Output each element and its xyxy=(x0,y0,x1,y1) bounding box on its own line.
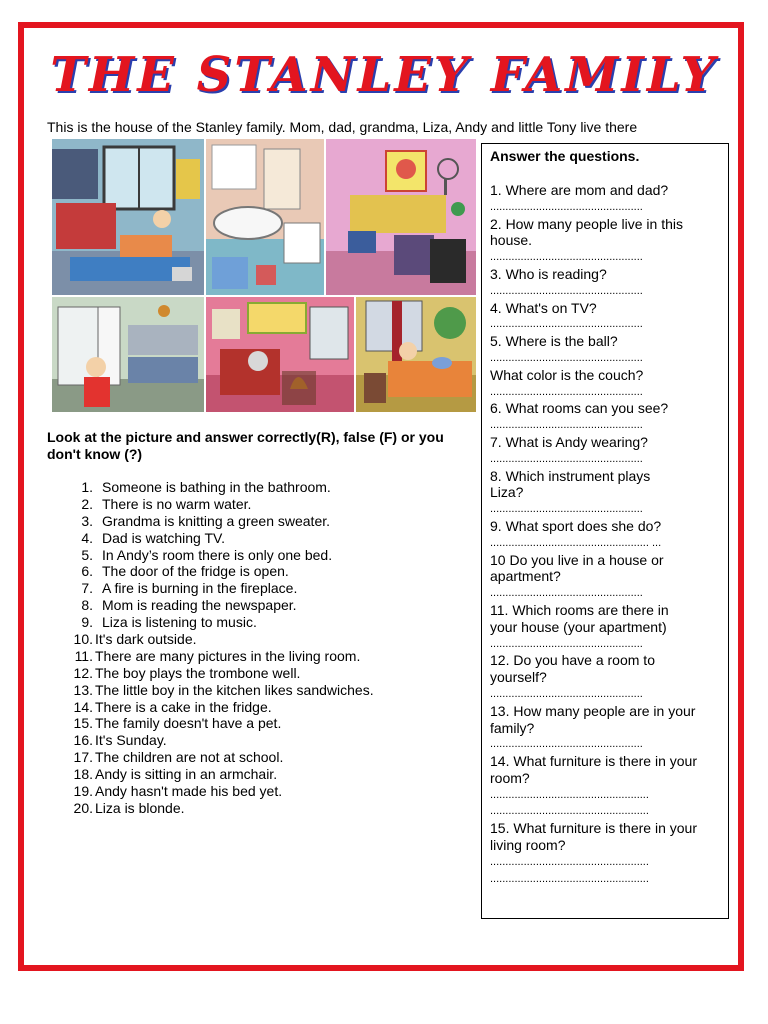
house-illustration xyxy=(52,139,476,412)
statement-item xyxy=(47,597,467,614)
question-text: 2. How many people live in this xyxy=(490,215,683,232)
page-title: THE STANLEY FAMILY xyxy=(50,47,718,103)
question-text: 3. Who is reading? xyxy=(490,265,607,282)
statement-number: 2. xyxy=(81,495,93,512)
statement-number: 12. xyxy=(73,664,93,681)
questions-box xyxy=(481,143,729,919)
question-text: 13. How many people are in your xyxy=(490,702,696,719)
statement-text: Mom is reading the newspaper. xyxy=(102,597,297,614)
statement-text: The boy plays the trombone well. xyxy=(95,664,301,681)
answer-line[interactable]: .................................................. xyxy=(490,385,643,398)
question-text: 7. What is Andy wearing? xyxy=(490,433,648,450)
question-text: 4. What's on TV? xyxy=(490,299,597,316)
statement-number: 4. xyxy=(81,529,93,546)
statement-text: Andy is sitting in an armchair. xyxy=(95,766,278,783)
statement-text: There is a cake in the fridge. xyxy=(95,698,272,715)
statement-number: 6. xyxy=(81,563,93,580)
statement-item xyxy=(47,800,467,817)
statement-text: The children are not at school. xyxy=(95,749,284,766)
sitting-room-scene xyxy=(356,297,476,412)
question-item xyxy=(490,820,720,887)
answer-line[interactable]: .................................................. xyxy=(490,637,643,650)
statement-item xyxy=(47,530,467,547)
question-text: 10 Do you live in a house or xyxy=(490,551,664,568)
answer-line[interactable]: .................................................. xyxy=(490,284,643,297)
statement-item xyxy=(47,631,467,648)
answer-line[interactable]: .................................................... ... xyxy=(490,536,662,549)
question-item xyxy=(490,216,720,266)
statement-text: Someone is bathing in the bathroom. xyxy=(102,479,331,495)
statement-number: 17. xyxy=(73,749,93,766)
statement-number: 8. xyxy=(81,597,93,614)
statement-item xyxy=(47,479,467,496)
question-text: Liza? xyxy=(490,484,524,501)
bedroom-scene xyxy=(52,139,204,295)
answer-line[interactable]: .................................................... xyxy=(490,855,649,868)
statement-text: The little boy in the kitchen likes sandwiches. xyxy=(95,681,374,698)
answer-line[interactable]: .................................................... xyxy=(490,805,649,818)
answer-line[interactable]: .................................................. xyxy=(490,351,643,364)
answer-line[interactable]: .................................................... xyxy=(490,872,649,885)
statement-item xyxy=(47,783,467,800)
statement-item xyxy=(47,699,467,716)
statement-text: A fire is burning in the fireplace. xyxy=(102,580,298,597)
answer-line[interactable]: .................................................... xyxy=(490,788,649,801)
answer-line[interactable]: .................................................. xyxy=(490,587,643,600)
statement-item xyxy=(47,749,467,766)
question-item xyxy=(490,602,720,652)
question-item xyxy=(490,753,720,820)
instructions-text: Look at the picture and answer correctly(R), false (F) or you don't know (?) xyxy=(47,429,444,462)
question-list xyxy=(490,182,720,887)
question-text: living room? xyxy=(490,837,566,854)
answer-line[interactable]: .................................................. xyxy=(490,503,643,516)
question-text: family? xyxy=(490,719,535,736)
answer-line[interactable]: .................................................. xyxy=(490,687,643,700)
question-text: 5. Where is the ball? xyxy=(490,333,618,350)
answer-line[interactable]: .................................................. xyxy=(490,419,643,432)
answer-line[interactable]: .................................................. xyxy=(490,251,643,264)
question-text: house. xyxy=(490,232,533,249)
living-room-scene xyxy=(206,297,354,412)
question-text: 15. What furniture is there in your xyxy=(490,820,697,837)
statement-text: The door of the fridge is open. xyxy=(102,563,289,580)
statement-number: 10. xyxy=(73,631,93,648)
statement-number: 1. xyxy=(81,479,93,495)
statement-item xyxy=(47,614,467,631)
statement-text: There is no warm water. xyxy=(102,495,252,512)
statement-item xyxy=(47,766,467,783)
statement-item xyxy=(47,513,467,530)
statement-item xyxy=(47,496,467,513)
question-item xyxy=(490,703,720,753)
question-item xyxy=(490,367,720,401)
question-item xyxy=(490,652,720,702)
statement-text: In Andy’s room there is only one bed. xyxy=(102,546,333,563)
statement-number: 19. xyxy=(73,783,93,800)
statement-text: It's Sunday. xyxy=(95,732,167,749)
question-text: apartment? xyxy=(490,568,561,585)
statement-item xyxy=(47,665,467,682)
statement-item xyxy=(47,682,467,699)
question-text: 8. Which instrument plays xyxy=(490,467,651,484)
question-item xyxy=(490,300,720,334)
question-item xyxy=(490,468,720,518)
statement-text: There are many pictures in the living room. xyxy=(95,647,361,664)
statement-item xyxy=(47,715,467,732)
answer-line[interactable]: .................................................. xyxy=(490,738,643,751)
statement-number: 11. xyxy=(74,647,93,664)
question-text: yourself? xyxy=(490,669,547,686)
questions-heading: Answer the questions. xyxy=(490,148,640,164)
liza-room-scene xyxy=(326,139,476,295)
question-item xyxy=(490,400,720,434)
question-text: 9. What sport does she do? xyxy=(490,517,662,534)
statement-number: 3. xyxy=(81,512,93,529)
statement-number: 16. xyxy=(73,732,93,749)
statement-text: It's dark outside. xyxy=(95,631,197,648)
statement-text: Andy hasn't made his bed yet. xyxy=(95,783,283,800)
intro-text: This is the house of the Stanley family. Mom, dad, grandma, Liza, Andy and little Tony live there xyxy=(47,119,638,135)
question-item xyxy=(490,552,720,602)
statement-number: 13. xyxy=(73,681,93,698)
question-text: 14. What furniture is there in your xyxy=(490,753,697,770)
statement-number: 7. xyxy=(81,580,93,597)
statement-text: Liza is blonde. xyxy=(95,799,185,816)
question-item xyxy=(490,434,720,468)
statement-number: 15. xyxy=(73,715,93,732)
statement-number: 18. xyxy=(73,766,93,783)
question-item xyxy=(490,266,720,300)
question-text: 11. Which rooms are there in xyxy=(490,601,669,618)
statement-number: 14. xyxy=(73,698,93,715)
question-text: room? xyxy=(490,769,530,786)
statement-number: 9. xyxy=(81,614,93,631)
statement-text: Grandma is knitting a green sweater. xyxy=(102,512,331,529)
kitchen-scene xyxy=(52,297,204,412)
answer-line[interactable]: .................................................. xyxy=(490,200,643,213)
question-item xyxy=(490,333,720,367)
statement-text: Dad is watching TV. xyxy=(102,529,225,546)
bathroom-scene xyxy=(206,139,324,295)
statement-item xyxy=(47,648,467,665)
question-text: 1. Where are mom and dad? xyxy=(490,182,669,198)
question-text: 12. Do you have a room to xyxy=(490,652,655,669)
statement-item xyxy=(47,563,467,580)
statement-number: 20. xyxy=(73,799,93,816)
question-text: 6. What rooms can you see? xyxy=(490,400,669,417)
question-item xyxy=(490,518,720,552)
question-item xyxy=(490,182,720,216)
answer-line[interactable]: .................................................. xyxy=(490,452,643,465)
statement-item xyxy=(47,547,467,564)
statement-number: 5. xyxy=(81,546,93,563)
statement-list xyxy=(47,479,467,817)
statement-text: Liza is listening to music. xyxy=(102,614,257,631)
question-text: your house (your apartment) xyxy=(490,618,667,635)
answer-line[interactable]: .................................................. xyxy=(490,318,643,331)
statement-text: The family doesn't have a pet. xyxy=(95,715,282,732)
statement-item xyxy=(47,580,467,597)
question-text: What color is the couch? xyxy=(490,366,644,383)
statement-item xyxy=(47,732,467,749)
